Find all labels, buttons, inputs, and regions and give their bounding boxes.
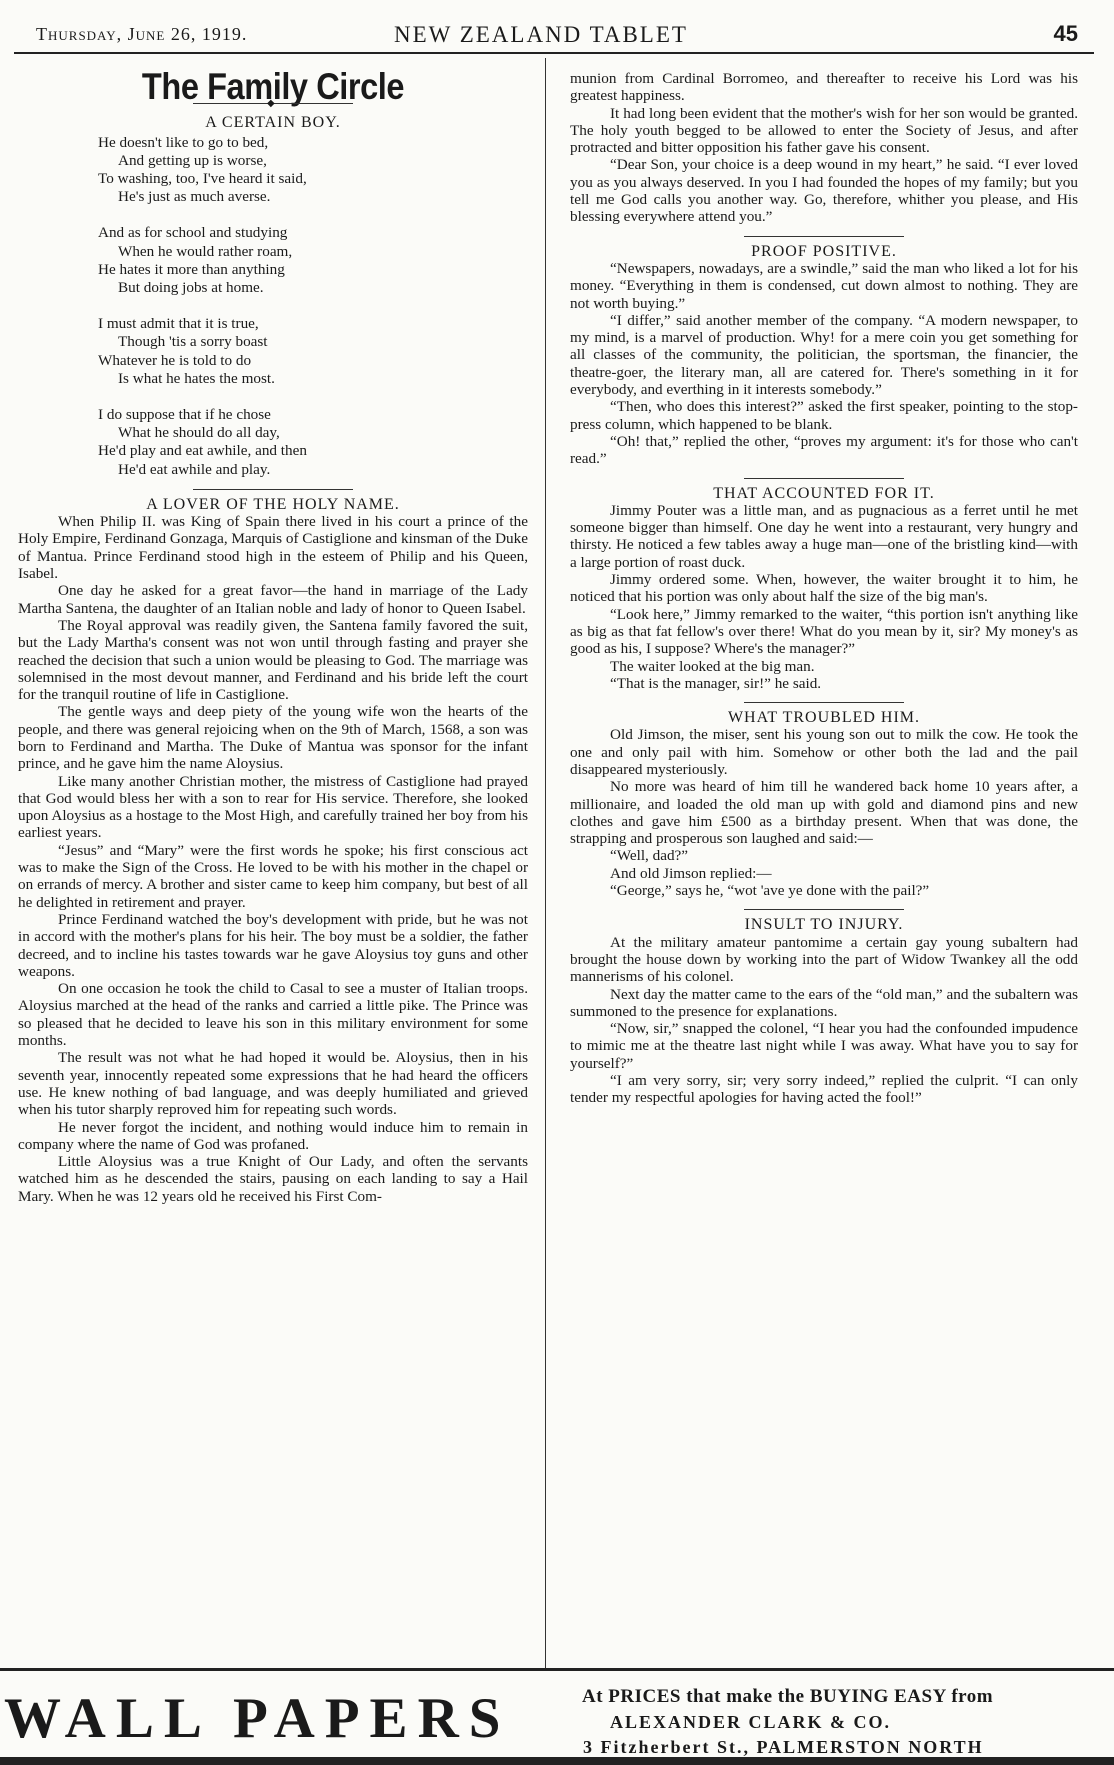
column-divider <box>545 58 546 1668</box>
divider <box>744 702 904 703</box>
publication-title: NEW ZEALAND TABLET <box>394 22 688 47</box>
article-title: A LOVER OF THE HOLY NAME. <box>146 495 400 513</box>
poem-line: Is what he hates the most. <box>118 369 275 387</box>
paragraph: One day he asked for a great favor—the hand in marriage of the Lady Martha Santena, the daughter of an Italian noble and lady of honor to Queen Isabel. <box>18 582 528 617</box>
ad-headline: WALL PAPERS <box>4 1687 511 1750</box>
poem-line: When he would rather roam, <box>118 242 293 260</box>
divider <box>744 909 904 910</box>
advertisement-banner <box>0 1668 1114 1765</box>
poem-stanza <box>98 134 528 207</box>
poem-line: To washing, too, I've heard it said, <box>98 170 307 187</box>
paragraph: munion from Cardinal Borromeo, and thereafter to receive his Lord was his greatest happiness. <box>570 70 1078 105</box>
paragraph: “Oh! that,” replied the other, “proves my argument: it's for those who can't read.” <box>570 432 1078 468</box>
poem-line: And as for school and studying <box>98 224 288 242</box>
ad-tagline: At PRICES that make the BUYING EASY from <box>582 1686 994 1707</box>
article-title: PROOF POSITIVE. <box>751 242 897 260</box>
paragraph: “George,” says he, “wot 'ave ye done with the pail?” <box>610 882 930 900</box>
paragraph: The gentle ways and deep piety of the young wife won the hearts of the people, and there was general rejoicing when on the 9th of March, 1568, a son was born to Ferdinand and Martha. The Duke of Mantua was sponsor for the infant prince, and he gave him the name Aloysius. <box>18 703 528 773</box>
paragraph: On one occasion he took the child to Casal to see a muster of Italian troops. Aloysius marched at the head of the ranks and carried a little pike. The Prince was so pleased that he decided to leave his son in this military environment for some months. <box>18 980 528 1050</box>
paragraph: When Philip II. was King of Spain there lived in his court a prince of the Holy Empire, Ferdinand Gonzaga, Marquis of Castiglione and kinsman of the Duke of Mantua. Prince Ferdinand stood high in the esteem of Philip and his Queen, Isabel. <box>18 513 528 583</box>
paragraph: Prince Ferdinand watched the boy's development with pride, but he was not in accord with the mother's plans for his heir. The boy must be a soldier, the father decreed, and to incline his tastes towards war he gave Aloysius toy guns and other weapons. <box>18 910 528 980</box>
article-title: INSULT TO INJURY. <box>744 916 904 934</box>
left-column <box>18 66 528 1205</box>
divider <box>744 478 904 479</box>
poem-line: But doing jobs at home. <box>118 279 264 297</box>
article-title: A CERTAIN BOY. <box>205 114 341 132</box>
divider <box>744 236 904 237</box>
poem-line: He doesn't like to go to bed, <box>98 133 269 151</box>
section-heading: The Family Circle <box>141 66 405 107</box>
paragraph: Like many another Christian mother, the mistress of Castiglione had prayed that God would bless her with a son to rear for His service. Therefore, she looked upon Aloysius as a hostage to the Most High, and carefully trained her boy from his earliest years. <box>18 772 528 842</box>
paragraph: And old Jimson replied:— <box>610 864 772 882</box>
poem-line: He'd eat awhile and play. <box>118 460 271 478</box>
paragraph: The waiter looked at the big man. <box>610 657 815 675</box>
divider <box>193 489 353 490</box>
paragraph: He never forgot the incident, and nothing would induce him to remain in company where the name of God was profaned. <box>18 1118 528 1153</box>
paragraph: “Look here,” Jimmy remarked to the waiter, “this portion isn't anything like as big as that fat fellow's over there! What do you mean by it, sir? My money's as good as his, I suppose? Where's the manager?” <box>570 605 1078 658</box>
paragraph: “I am very sorry, sir; very sorry indeed,” replied the culprit. “I can only tender my respectful apologies for having acted the fool!” <box>570 1072 1078 1107</box>
ad-company: ALEXANDER CLARK & CO. <box>610 1712 892 1732</box>
article-title: THAT ACCOUNTED FOR IT. <box>713 484 935 502</box>
poem-stanza <box>98 315 528 388</box>
poem-stanza <box>98 406 528 479</box>
poem-line: Whatever he is told to do <box>98 351 252 369</box>
ad-address: 3 Fitzherbert St., PALMERSTON NORTH <box>583 1737 984 1757</box>
poem-line: I must admit that it is true, <box>98 315 259 333</box>
paragraph: “Now, sir,” snapped the colonel, “I hear you had the confounded impudence to mimic me at the theatre last night while I was away. What have you to say for yourself?” <box>570 1020 1078 1072</box>
issue-date: Thursday, June 26, 1919. <box>36 24 248 44</box>
poem-line: He hates it more than anything <box>98 260 285 278</box>
poem-line: And getting up is worse, <box>118 151 267 169</box>
poem-stanza <box>98 224 528 297</box>
paragraph: Jimmy Pouter was a little man, and as pugnacious as a ferret until he met someone bigger than himself. One day he went into a restaurant, very hungry and thirsty. He noticed a few tables away a huge man—one of the bristling kind—with a large portion of roast duck. <box>570 501 1078 571</box>
poem-line: Though 'tis a sorry boast <box>118 333 268 351</box>
article-title: WHAT TROUBLED HIM. <box>727 709 921 727</box>
paragraph: Next day the matter came to the ears of the “old man,” and the subaltern was summoned to the presence for explanations. <box>570 985 1078 1020</box>
paragraph: “Well, dad?” <box>610 847 689 865</box>
page-number: 45 <box>1053 21 1078 46</box>
divider <box>0 1668 1114 1671</box>
paragraph: “Jesus” and “Mary” were the first words he spoke; his first conscious act was to make the Sign of the Cross. He loved to be with his mother in the chapel or on errands of mercy. A brother and sister came to keep him company, but best of all he delighted in retirement and prayer. <box>18 841 528 911</box>
divider <box>0 1757 1114 1765</box>
paragraph: Little Aloysius was a true Knight of Our Lady, and often the servants watched him as he descended the stairs, pausing on each landing to say a Hail Mary. When he was 12 years old he received his First Com- <box>18 1153 528 1205</box>
paragraph: At the military amateur pantomime a certain gay young subaltern had brought the house down by working into the part of Widow Twankey all the odd mannerisms of his colonel. <box>570 933 1078 986</box>
poem-line: He's just as much averse. <box>118 188 271 206</box>
paragraph: Old Jimson, the miser, sent his young son out to milk the cow. He took the one and only pail with him. Somehow or other both the lad and the pail disappeared mysteriously. <box>570 726 1078 778</box>
ornament-divider <box>193 103 353 110</box>
poem <box>98 134 528 479</box>
paragraph: It had long been evident that the mother's wish for her son would be granted. The holy youth begged to be allowed to enter the Society of Jesus, and after protracted and bitter opposition his father gave his consent. <box>570 104 1078 157</box>
paragraph: Jimmy ordered some. When, however, the waiter brought it to him, he noticed that his portion was only about half the size of the big man's. <box>570 571 1078 606</box>
paragraph: The Royal approval was readily given, the Santena family favored the suit, but the Lady Martha's consent was not won until through fasting and prayer she reached the decision that such a union would be pleasing to God. The marriage was solemnised in the most devout manner, and Ferdinand and his bride left the court for the tranquil routine of life in Castiglione. <box>18 616 528 704</box>
page-header <box>14 22 1094 54</box>
poem-line: What he should do all day, <box>118 424 280 442</box>
paragraph: No more was heard of him till he wandered back home 10 years after, a millionaire, and loaded the old man up with gold and diamond pins and new clothes and gave him £500 as a birthday present. When that was done, the strapping and prosperous son laughed and said:— <box>570 778 1078 848</box>
paragraph: “That is the manager, sir!” he said. <box>610 674 822 692</box>
right-column <box>570 70 1078 1107</box>
paragraph: “Newspapers, nowadays, are a swindle,” said the man who liked a lot for his money. “Everything in them is condensed, cut down almost to nothing. They are not worth buying.” <box>570 259 1078 312</box>
paragraph: The result was not what he had hoped it would be. Aloysius, then in his seventh year, innocently repeated some expressions that he had heard the officers use. He knew nothing of bad language, and was deeply humiliated and grieved when his tutor sharply reproved him for repeating such words. <box>18 1049 528 1119</box>
poem-line: I do suppose that if he chose <box>98 406 271 424</box>
paragraph: “I differ,” said another member of the company. “A modern newspaper, to my mind, is a marvel of production. Why! for a mere coin you get something for all classes of the community, the politician, the sportsman, the financier, the theatre-goer, the literary man, all are catered for. There's something in it for everybody, and everthing in it interests somebody.” <box>570 311 1078 399</box>
paragraph: “Dear Son, your choice is a deep wound in my heart,” he said. “I ever loved you as you always deserved. In you I had founded the hopes of my family; but you tell me God calls you another way. Go, therefore, whither you please, and His blessing everywhere attend you.” <box>570 156 1078 226</box>
paragraph: “Then, who does this interest?” asked the first speaker, pointing to the stop-press column, which happened to be blank. <box>570 398 1078 433</box>
poem-line: He'd play and eat awhile, and then <box>98 442 307 460</box>
